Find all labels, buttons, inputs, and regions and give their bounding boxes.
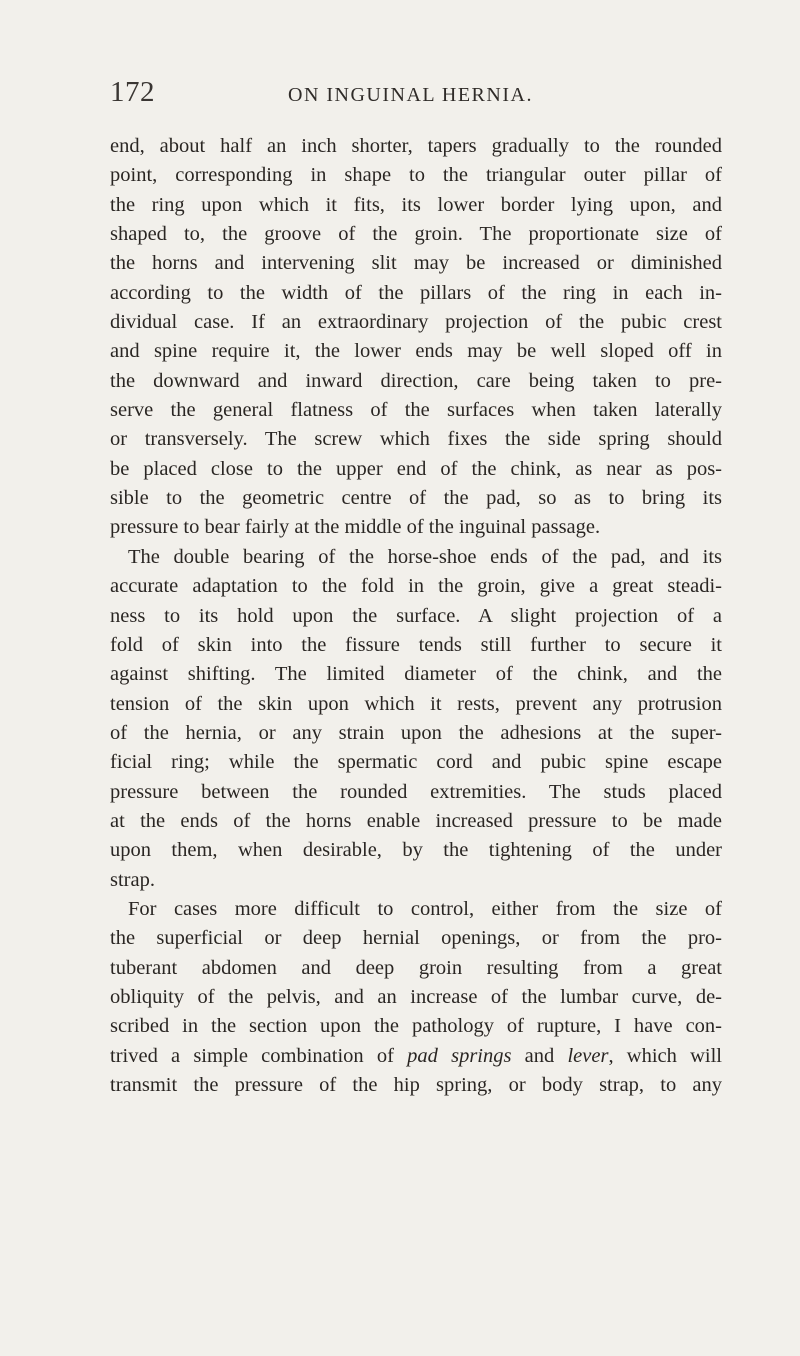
text-line: pressure between the rounded extremities. The studs placed [110, 780, 722, 803]
text-segment: , which will [608, 1044, 722, 1067]
text-line: and spine require it, the lower ends may be well sloped off in [110, 340, 722, 363]
text-line: of the hernia, or any strain upon the adhesions at the super- [110, 721, 722, 744]
text-line: accurate adaptation to the fold in the groin, give a great steadi- [110, 575, 722, 598]
text-line: ficial ring; while the spermatic cord and pubic spine escape [110, 751, 722, 774]
text-line: end, about half an inch shorter, tapers gradually to the rounded [110, 135, 722, 157]
text-line: serve the general flatness of the surfaces when taken laterally [110, 399, 722, 422]
text-line: or transversely. The screw which fixes the side spring should [110, 428, 722, 451]
text-line: be placed close to the upper end of the chink, as near as pos- [110, 457, 722, 480]
text-line: ness to its hold upon the surface. A slight projection of a [110, 604, 722, 627]
text-line: fold of skin into the fissure tends still further to secure it [110, 633, 722, 656]
text-line: the downward and inward direction, care being taken to pre- [110, 369, 722, 392]
text-line: the horns and intervening slit may be increased or diminished [110, 252, 722, 275]
text-line: at the ends of the horns enable increased pressure to be made [110, 809, 722, 832]
text-line: strap. [110, 868, 155, 891]
italic-term: pad springs [407, 1044, 512, 1067]
paragraph-start-line: For cases more difficult to control, either from the size of [128, 897, 722, 920]
text-line: shaped to, the groove of the groin. The proportionate size of [110, 223, 722, 246]
text-line: dividual case. If an extraordinary projection of the pubic crest [110, 311, 722, 334]
body-text [110, 132, 722, 1100]
text-line: tuberant abdomen and deep groin resulting from a great [110, 956, 722, 979]
paragraph-start-line: The double bearing of the horse-shoe ends of the pad, and its [128, 545, 722, 568]
text-segment: and [511, 1044, 568, 1067]
text-line: scribed in the section upon the pathology of rupture, I have con- [110, 1015, 722, 1038]
text-line: the superficial or deep hernial openings, or from the pro- [110, 927, 722, 950]
text-line: sible to the geometric centre of the pad, so as to bring its [110, 487, 722, 510]
text-line: according to the width of the pillars of the ring in each in- [110, 281, 722, 304]
text-line: tension of the skin upon which it rests, prevent any protrusion [110, 692, 722, 715]
italic-term: lever [567, 1044, 609, 1067]
text-line: transmit the pressure of the hip spring, or body strap, to any [110, 1074, 722, 1096]
text-line: obliquity of the pelvis, and an increase of the lumbar curve, de- [110, 985, 722, 1008]
text-line: upon them, when desirable, by the tightening of the under [110, 839, 722, 862]
text-line: pressure to bear fairly at the middle of the inguinal passage. [110, 516, 601, 539]
text-line: the ring upon which it fits, its lower border lying upon, and [110, 193, 722, 216]
text-line-with-italics [110, 1042, 722, 1071]
text-line: point, corresponding in shape to the triangular outer pillar of [110, 164, 722, 187]
text-segment: trived a simple combination of [110, 1044, 408, 1067]
page-number: 172 [110, 76, 155, 108]
text-line: against shifting. The limited diameter of the chink, and the [110, 663, 722, 686]
running-head: ON INGUINAL HERNIA. [288, 84, 533, 106]
page-header [110, 76, 722, 116]
